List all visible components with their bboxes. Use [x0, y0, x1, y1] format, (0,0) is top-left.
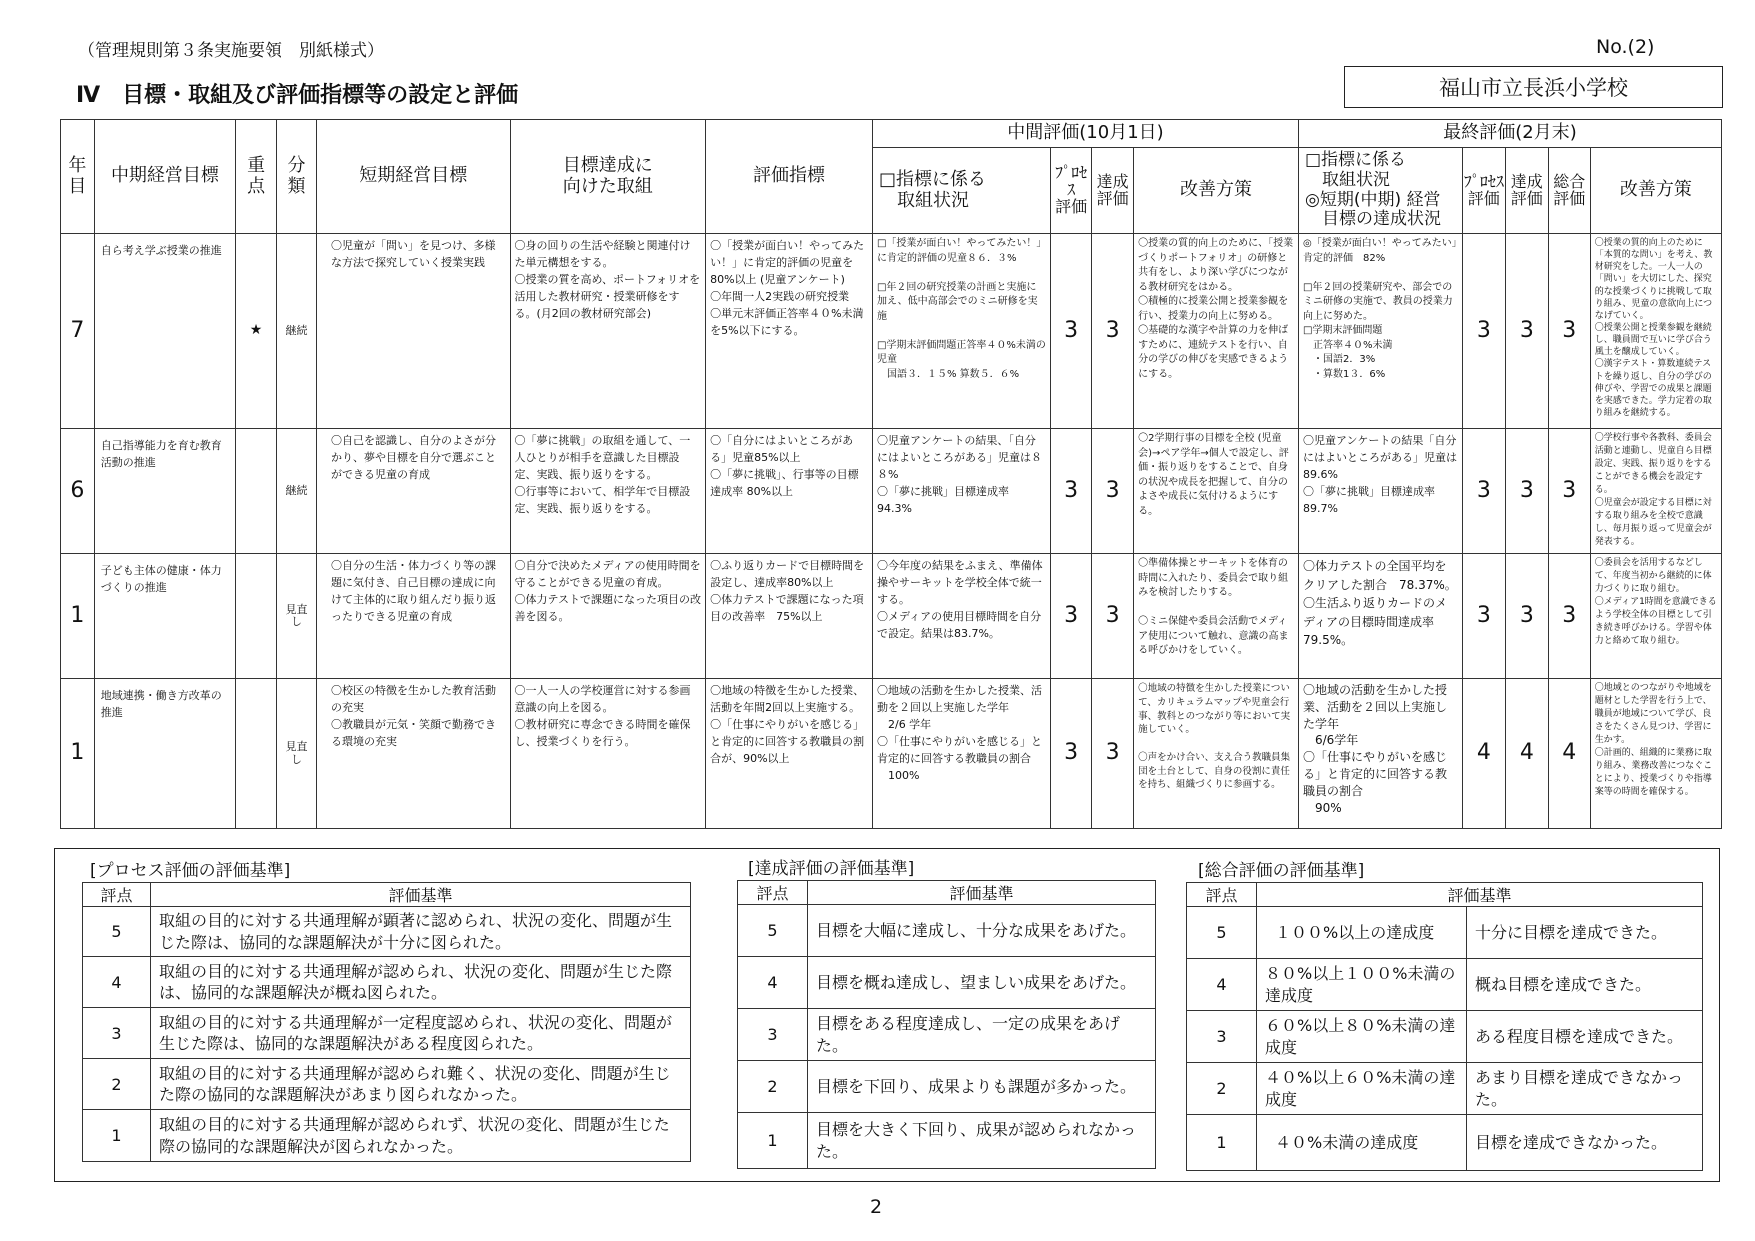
- table-row: [1187, 1115, 1703, 1171]
- header-approach: 目標達成に 向けた取組: [510, 120, 706, 234]
- criteria-score: 4: [1187, 959, 1257, 1011]
- row-category: 見直し: [277, 679, 317, 829]
- criteria-range: ６０%以上８０%未満の達成度: [1257, 1011, 1467, 1063]
- row-short-goal: 〇自分の生活・体力づくり等の課題に気付き、自己目標の達成に向けて主体的に取り組んだり振り返ったりできる児童の育成: [316, 554, 510, 679]
- row-mid-achieve-score: 3: [1092, 234, 1134, 429]
- achievement-criteria-table: [737, 880, 1156, 1169]
- header-mid-achieve: 達成 評価: [1092, 148, 1134, 234]
- row-year: 7: [61, 234, 95, 429]
- row-mid-achieve-score: 3: [1092, 429, 1134, 554]
- table-row: [61, 554, 1722, 679]
- header-mid-goal: 中期経営目標: [94, 120, 235, 234]
- row-final-achieve-score: 3: [1505, 234, 1548, 429]
- row-mid-improve: 〇2学期行事の目標を全校 (児童会)→ペア学年→個人で設定し、評価・振り返りをすることで、自身の状況や成長を把握して、自分のよさや成長に気付けるようにする。: [1134, 429, 1299, 554]
- row-mid-achieve-score: 3: [1092, 554, 1134, 679]
- criteria-text: 取組の目的に対する共通理解が一定程度認められ、状況の変化、問題が生じた際は、協同的な課題解決がある程度図られた。: [151, 1008, 691, 1059]
- row-mid-achieve-score: 3: [1092, 679, 1134, 829]
- criteria-score: 2: [738, 1061, 808, 1113]
- table-row: [83, 1059, 691, 1110]
- row-final-process-score: 4: [1462, 679, 1505, 829]
- criteria-score: 2: [1187, 1063, 1257, 1115]
- criteria-score: 4: [738, 957, 808, 1009]
- criteria-text: 概ね目標を達成できた。: [1467, 959, 1703, 1011]
- criteria-score: 1: [83, 1110, 151, 1162]
- row-mid-process-score: 3: [1051, 679, 1092, 829]
- row-final-status: 〇地域の活動を生かした授業、活動を２回以上実施した学年 6/6学年 〇「仕事にやりがいを感じる」と肯定的に回答する教職員の割合 90%: [1298, 679, 1462, 829]
- row-approach: 〇身の回りの生活や経験と関連付けた単元構想をする。 〇授業の質を高め、ポートフォリオを活用した教材研究・授業研修をする。(月2回の教材研究部会): [510, 234, 706, 429]
- achievement-criteria-title: [達成評価の評価基準]: [748, 859, 915, 879]
- table-row: [83, 957, 691, 1008]
- row-final-process-score: 3: [1462, 234, 1505, 429]
- row-final-improve: 〇地域とのつながりや地域を題材とした学習を行う上で、職員が地域について学び、良さをたくさん見つけ、学習に生かす。 〇計画的、組織的に業務に取り組み、業務改善につなぐことにより、授業づくりや指導案等の時間を確保する。: [1590, 679, 1721, 829]
- row-final-status: 〇児童アンケートの結果「自分にはよいところがある」児童は89.6% 〇「夢に挑戦」目標達成率 89.7%: [1298, 429, 1462, 554]
- row-approach: 〇「夢に挑戦」の取組を通して、一人ひとりが相手を意識した目標設定、実践、振り返りをする。 〇行事等において、相学年で目標設定、実践、振り返りをする。: [510, 429, 706, 554]
- table-row: [61, 429, 1722, 554]
- col-criteria: 評価基準: [151, 883, 691, 907]
- header-final-total: 総合 評価: [1548, 148, 1590, 234]
- criteria-text: 目標を達成できなかった。: [1467, 1115, 1703, 1171]
- row-year: 1: [61, 679, 95, 829]
- overall-criteria-title: [総合評価の評価基準]: [1198, 861, 1365, 881]
- table-row: [83, 1008, 691, 1059]
- row-final-achieve-score: 3: [1505, 429, 1548, 554]
- row-mid-goal: 自ら考え学ぶ授業の推進: [94, 234, 235, 429]
- row-mid-process-score: 3: [1051, 554, 1092, 679]
- table-row: [1187, 907, 1703, 959]
- criteria-score: 4: [83, 957, 151, 1008]
- header-indicator: 評価指標: [706, 120, 873, 234]
- header-mid-improve: 改善方策: [1134, 148, 1299, 234]
- table-row: [738, 1009, 1156, 1061]
- row-year: 6: [61, 429, 95, 554]
- table-row: [738, 1113, 1156, 1169]
- school-name: 福山市立長浜小学校: [1344, 66, 1723, 108]
- criteria-score: 5: [1187, 907, 1257, 959]
- row-final-total-score: 3: [1548, 234, 1590, 429]
- header-category: 分 類: [277, 120, 317, 234]
- row-mid-goal: 地域連携・働き方改革の推進: [94, 679, 235, 829]
- row-mid-improve: 〇授業の質的向上のために、「授業づくりポートフォリオ」の研修と共有をし、より深い学びにつながる教材研究をはかる。 〇積極的に授業公開と授業参観を行い、授業力の向上に努める。 〇基礎的な漢字や計算の力を伸ばすために、連続テストを行い、自分の学びの伸びを実感できるようにする。: [1134, 234, 1299, 429]
- row-mid-improve: 〇準備体操とサーキットを体育の時間に入れたり、委員会で取り組みを検討したりする。 〇ミニ保健や委員会活動でメディア使用について触れ、意識の高まる呼びかけをしていく。: [1134, 554, 1299, 679]
- row-final-total-score: 3: [1548, 429, 1590, 554]
- row-mid-goal: 自己指導能力を育む教育活動の推進: [94, 429, 235, 554]
- row-mid-process-score: 3: [1051, 234, 1092, 429]
- table-row: [83, 1110, 691, 1162]
- col-score: 評点: [738, 881, 808, 905]
- criteria-score: 5: [83, 907, 151, 957]
- row-priority: [236, 554, 277, 679]
- criteria-range: １００%以上の達成度: [1257, 907, 1467, 959]
- table-row: [1187, 1011, 1703, 1063]
- row-category: 継続: [277, 234, 317, 429]
- form-note: （管理規則第３条実施要領 別紙様式）: [78, 41, 384, 61]
- row-approach: 〇自分で決めたメディアの使用時間を守ることができる児童の育成。 〇体力テストで課題になった項目の改善を図る。: [510, 554, 706, 679]
- table-row: [61, 234, 1722, 429]
- page-title: Ⅳ 目標・取組及び評価指標等の設定と評価: [76, 83, 519, 108]
- row-short-goal: 〇児童が「問い」を見つけ、多様な方法で探究していく授業実践: [316, 234, 510, 429]
- row-year: 1: [61, 554, 95, 679]
- row-indicator: 〇「授業が面白い！やってみたい！」に肯定的評価の児童を80%以上 (児童アンケート) 〇年間一人2実践の研究授業 〇単元末評価正答率４０%未満を5%以下にする。: [706, 234, 873, 429]
- criteria-score: 3: [83, 1008, 151, 1059]
- col-score: 評点: [83, 883, 151, 907]
- header-mid-process: ﾌﾟﾛｾｽ 評価: [1051, 148, 1092, 234]
- criteria-text: 取組の目的に対する共通理解が顕著に認められ、状況の変化、問題が生じた際は、協同的な課題解決が十分に図られた。: [151, 907, 691, 957]
- criteria-score: 1: [738, 1113, 808, 1169]
- row-final-achieve-score: 3: [1505, 554, 1548, 679]
- row-indicator: 〇「自分にはよいところがある」児童85%以上 〇「夢に挑戦」、行事等の目標達成率 80%以上: [706, 429, 873, 554]
- header-final-status: □指標に係る 取組状況 ◎短期(中期) 経営 目標の達成状況: [1298, 148, 1462, 234]
- row-mid-goal: 子ども主体の健康・体力づくりの推進: [94, 554, 235, 679]
- row-indicator: 〇地域の特徴を生かした授業、活動を年間2回以上実施する。 〇「仕事にやりがいを感じる」と肯定的に回答する教職員の割合が、90%以上: [706, 679, 873, 829]
- row-final-achieve-score: 4: [1505, 679, 1548, 829]
- criteria-score: 3: [738, 1009, 808, 1061]
- process-criteria-title: [プロセス評価の評価基準]: [90, 861, 291, 881]
- page-code: No.(2): [1596, 36, 1655, 58]
- header-final-process: ﾌﾟﾛｾｽ 評価: [1462, 148, 1505, 234]
- table-row: [1187, 959, 1703, 1011]
- row-mid-status: □「授業が面白い！やってみたい！」に肯定的評価の児童８６．３% □年２回の研究授業の計画と実施に加え、低中高部会でのミニ研修を実施 □学期末評価問題正答率４０%未満の児童 国語３．１５% 算数５．６%: [872, 234, 1050, 429]
- table-row: [61, 679, 1722, 829]
- evaluation-table: [60, 119, 1722, 829]
- criteria-text: 目標を概ね達成し、望ましい成果をあげた。: [808, 957, 1156, 1009]
- process-criteria-table: [82, 882, 691, 1162]
- row-category: 見直し: [277, 554, 317, 679]
- header-final-achieve: 達成 評価: [1505, 148, 1548, 234]
- criteria-text: 目標を大きく下回り、成果が認められなかった。: [808, 1113, 1156, 1169]
- table-row: [83, 907, 691, 957]
- row-short-goal: 〇校区の特徴を生かした教育活動の充実 〇教職員が元気・笑顔で勤務できる環境の充実: [316, 679, 510, 829]
- row-mid-status: 〇児童アンケートの結果、「自分にはよいところがある」児童は８８% 〇「夢に挑戦」目標達成率 94.3%: [872, 429, 1050, 554]
- col-criteria: 評価基準: [808, 881, 1156, 905]
- criteria-range: ４０%未満の達成度: [1257, 1115, 1467, 1171]
- row-final-status: 〇体力テストの全国平均をクリアした割合 78.37%。 〇生活ふり返りカードのメディアの目標時間達成率79.5%。: [1298, 554, 1462, 679]
- criteria-score: 3: [1187, 1011, 1257, 1063]
- row-short-goal: 〇自己を認識し、自分のよさが分かり、夢や目標を自分で選ぶことができる児童の育成: [316, 429, 510, 554]
- row-category: 継続: [277, 429, 317, 554]
- row-final-total-score: 4: [1548, 679, 1590, 829]
- row-priority: [236, 429, 277, 554]
- row-final-status: ◎「授業が面白い！やってみたい」肯定的評価 82% □年２回の授業研究や、部会でのミニ研修の実施で、教員の授業力向上に努めた。 □学期末評価問題 正答率４０%未満 ・国語2．3% ・算数1３．6%: [1298, 234, 1462, 429]
- row-mid-status: 〇地域の活動を生かした授業、活動を２回以上実施した学年 2/6 学年 〇「仕事にやりがいを感じる」と肯定的に回答する教職員の割合 100%: [872, 679, 1050, 829]
- criteria-text: 目標をある程度達成し、一定の成果をあげた。: [808, 1009, 1156, 1061]
- priority-star-icon: ★: [236, 234, 277, 429]
- row-mid-status: 〇今年度の結果をふまえ、準備体操やサーキットを学校全体で統一する。 〇メディアの使用目標時間を自分で設定。結果は83.7%。: [872, 554, 1050, 679]
- row-final-improve: 〇学校行事や各教科、委員会活動と連動し、児童自ら目標設定、実践、振り返りをすることができる機会を設定する。 〇児童会が設定する目標に対する取り組みを全校で意識し、毎月振り返って児童会が発表する。: [1590, 429, 1721, 554]
- row-indicator: 〇ふり返りカードで目標時間を設定し、達成率80%以上 〇体力テストで課題になった項目の改善率 75%以上: [706, 554, 873, 679]
- header-final-evaluation: 最終評価(2月末): [1298, 120, 1721, 148]
- col-score: 評点: [1187, 883, 1257, 907]
- criteria-text: 取組の目的に対する共通理解が認められ、状況の変化、問題が生じた際は、協同的な課題解決が概ね図られた。: [151, 957, 691, 1008]
- page-number: 2: [870, 1196, 883, 1218]
- criteria-range: ４０%以上６０%未満の達成度: [1257, 1063, 1467, 1115]
- row-final-total-score: 3: [1548, 554, 1590, 679]
- row-final-improve: 〇委員会を活用するなどして、年度当初から継続的に体力づくりに取り組む。 〇メディア1時間を意識できるよう学校全体の目標として引き続き呼びかける。学習や体力と絡めて取り組む。: [1590, 554, 1721, 679]
- row-mid-improve: 〇地域の特徴を生かした授業について、カリキュラムマップや児童会行事、教科とのつながり等において実施していく。 〇声をかけ合い、支え合う教職員集団を土台として、自身の役割に責任を持ち、組織づくりに参画する。: [1134, 679, 1299, 829]
- criteria-range: ８０%以上１００%未満の達成度: [1257, 959, 1467, 1011]
- header-mid-evaluation: 中間評価(10月1日): [872, 120, 1298, 148]
- criteria-score: 2: [83, 1059, 151, 1110]
- row-mid-process-score: 3: [1051, 429, 1092, 554]
- row-priority: [236, 679, 277, 829]
- header-final-improve: 改善方策: [1590, 148, 1721, 234]
- row-final-process-score: 3: [1462, 554, 1505, 679]
- criteria-text: 十分に目標を達成できた。: [1467, 907, 1703, 959]
- table-row: [738, 1061, 1156, 1113]
- header-short-goal: 短期経営目標: [316, 120, 510, 234]
- criteria-text: 目標を下回り、成果よりも課題が多かった。: [808, 1061, 1156, 1113]
- criteria-text: ある程度目標を達成できた。: [1467, 1011, 1703, 1063]
- criteria-score: 1: [1187, 1115, 1257, 1171]
- col-criteria: 評価基準: [1257, 883, 1703, 907]
- header-year: 年 目: [61, 120, 95, 234]
- table-row: [1187, 1063, 1703, 1115]
- header-priority: 重 点: [236, 120, 277, 234]
- row-final-process-score: 3: [1462, 429, 1505, 554]
- criteria-text: 取組の目的に対する共通理解が認められ難く、状況の変化、問題が生じた際の協同的な課題解決があまり図られなかった。: [151, 1059, 691, 1110]
- row-approach: 〇一人一人の学校運営に対する参画意識の向上を図る。 〇教材研究に専念できる時間を確保し、授業づくりを行う。: [510, 679, 706, 829]
- criteria-text: 取組の目的に対する共通理解が認められず、状況の変化、問題が生じた際の協同的な課題解決が図られなかった。: [151, 1110, 691, 1162]
- table-row: [738, 957, 1156, 1009]
- overall-criteria-table: [1186, 882, 1703, 1171]
- row-final-improve: 〇授業の質的向上のために「本質的な問い」を考え、教材研究をした。一人一人の「問い」を大切にした、探究的な授業づくりに挑戦して取り組み、児童の意欲向上につなげていく。 〇授業公開と授業参観を継続し、職員間で互いに学び合う風土を醸成していく。 〇漢字テスト・算数連続テストを繰り返し、自分の学びの伸びや、学習での成果と課題を実感できた。学力定着の取り組みを継続する。: [1590, 234, 1721, 429]
- criteria-text: 目標を大幅に達成し、十分な成果をあげた。: [808, 905, 1156, 957]
- criteria-score: 5: [738, 905, 808, 957]
- header-mid-status: □指標に係る 取組状況: [872, 148, 1050, 234]
- table-row: [738, 905, 1156, 957]
- criteria-text: あまり目標を達成できなかった。: [1467, 1063, 1703, 1115]
